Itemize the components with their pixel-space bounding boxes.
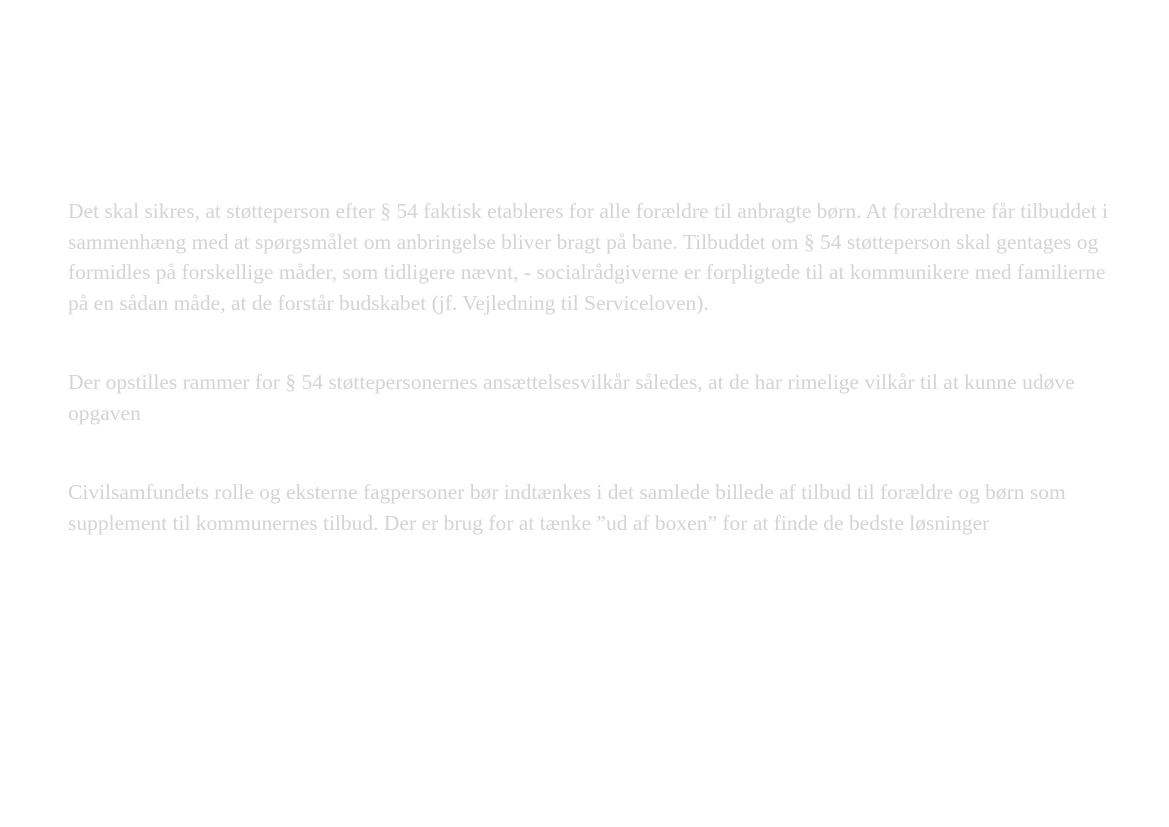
document-body	[68, 196, 1128, 538]
paragraph-civil-society: Civilsamfundets rolle og eksterne fagpersoner bør indtænkes i det samlede billede af tilbud til forældre og børn som supplement til kommunernes tilbud. Der er brug for at tænke ”ud af boxen” for at finde de bedste løsninger	[68, 480, 1066, 535]
paragraph-employment-terms: Der opstilles rammer for § 54 støttepersonernes ansættelsesvilkår således, at de har rimelige vilkår til at kunne udøve opgaven	[68, 370, 1075, 425]
paragraph-support-person: Det skal sikres, at støtteperson efter § 54 faktisk etableres for alle forældre til anbragte børn. At forældrene får tilbuddet i sammenhæng med at spørgsmålet om anbringelse bliver bragt på bane. Tilbuddet om § 54 støtteperson skal gentages og formidles på forskellige måder, som tidligere nævnt, - socialrådgiverne er forpligtede til at kommunikere med familierne på en sådan måde, at de forstår budskabet (jf. Vejledning til Serviceloven).	[68, 199, 1109, 315]
